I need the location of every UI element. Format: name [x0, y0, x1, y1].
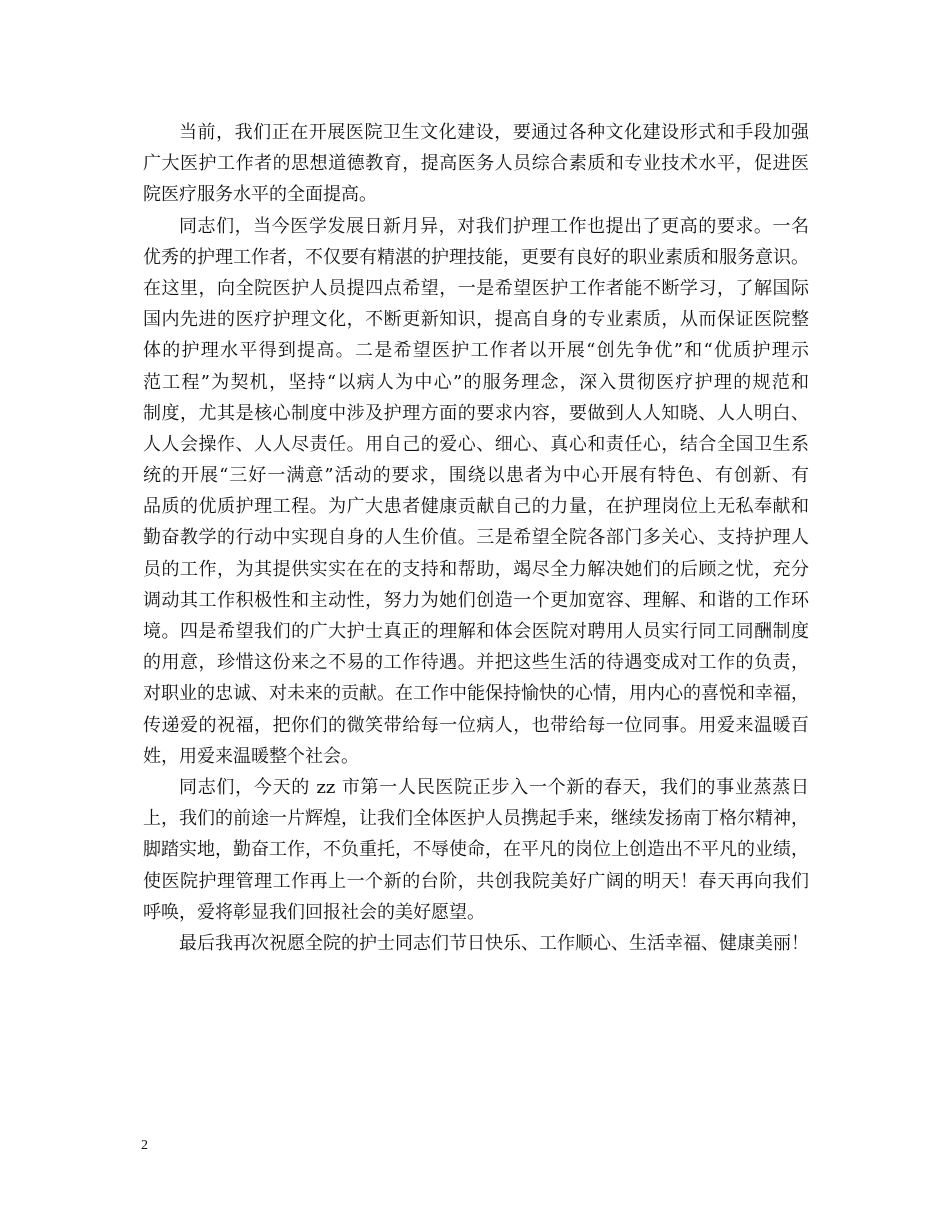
paragraph-4: [143, 928, 809, 959]
paragraph-line: 脚踏实地，勤奋工作，不负重托，不辱使命，在平凡的岗位上创造出不平凡的业绩，: [143, 839, 809, 861]
paragraph-line: 员的工作，为其提供实实在在的支持和帮助，竭尽全力解决她们的后顾之忧，充分: [143, 558, 809, 580]
paragraph-line: 姓，用爱来温暖整个社会。: [143, 745, 359, 767]
paragraph-line: 制度，尤其是核心制度中涉及护理方面的要求内容，要做到人人知晓、人人明白、: [143, 402, 809, 424]
paragraph-line: 范工程”为契机，坚持“以病人为中心”的服务理念，深入贯彻医疗护理的规范和: [143, 371, 809, 393]
paragraph-line: 勤奋教学的行动中实现自身的人生价值。三是希望全院各部门多关心、支持护理人: [143, 527, 809, 549]
paragraph-line: 广大医护工作者的思想道德教育，提高医务人员综合素质和专业技术水平，促进医: [143, 153, 809, 175]
document-body: [143, 117, 809, 959]
paragraph-line: 同志们，当今医学发展日新月异，对我们护理工作也提出了更高的要求。一名: [179, 215, 809, 237]
paragraph-line: 境。四是希望我们的广大护士真正的理解和体会医院对聘用人员实行同工同酬制度: [143, 621, 809, 642]
paragraph-line: 当前，我们正在开展医院卫生文化建设，要通过各种文化建设形式和手段加强: [179, 122, 809, 143]
paragraph-line: 调动其工作积极性和主动性，努力为她们创造一个更加宽容、理解、和谐的工作环: [143, 589, 809, 611]
paragraph-line: 上，我们的前途一片辉煌，让我们全体医护人员携起手来，继续发扬南丁格尔精神，: [143, 808, 809, 830]
paragraph-line: 优秀的护理工作者，不仅要有精湛的护理技能，更要有良好的职业素质和服务意识。: [143, 246, 809, 268]
paragraph-line: 同志们，今天的 zz 市第一人民医院正步入一个新的春天，我们的事业蒸蒸日: [179, 776, 809, 798]
paragraph-2: [143, 211, 809, 772]
paragraph-1: [143, 117, 809, 211]
paragraph-line: 呼唤，爱将彰显我们回报社会的美好愿望。: [143, 901, 485, 923]
paragraph-line: 传递爱的祝福，把你们的微笑带给每一位病人，也带给每一位同事。用爱来温暖百: [143, 714, 809, 736]
paragraph-3: [143, 772, 809, 928]
paragraph-line: 人人会操作、人人尽责任。用自己的爱心、细心、真心和责任心，结合全国卫生系: [143, 433, 809, 455]
paragraph-line: 院医疗服务水平的全面提高。: [143, 184, 377, 206]
paragraph-line: 最后我再次祝愿全院的护士同志们节日快乐、工作顺心、生活幸福、健康美丽！: [179, 932, 809, 954]
paragraph-line: 国内先进的医疗护理文化，不断更新知识，提高自身的专业素质，从而保证医院整: [143, 309, 809, 331]
paragraph-line: 体的护理水平得到提高。二是希望医护工作者以开展“创先争优”和“优质护理示: [143, 340, 809, 362]
paragraph-line: 统的开展“三好一满意”活动的要求，围绕以患者为中心开展有特色、有创新、有: [143, 465, 809, 487]
paragraph-line: 的用意，珍惜这份来之不易的工作待遇。并把这些生活的待遇变成对工作的负责，: [143, 652, 809, 674]
paragraph-line: 在这里，向全院医护人员提四点希望，一是希望医护工作者能不断学习，了解国际: [143, 277, 809, 299]
paragraph-line: 使医院护理管理工作再上一个新的台阶，共创我院美好广阔的明天！春天再向我们: [143, 870, 809, 892]
paragraph-line: 品质的优质护理工程。为广大患者健康贡献自己的力量，在护理岗位上无私奉献和: [143, 496, 809, 518]
paragraph-line: 对职业的忠诚、对未来的贡献。在工作中能保持愉快的心情，用内心的喜悦和幸福，: [143, 683, 809, 705]
page-number: 2: [141, 1138, 148, 1153]
